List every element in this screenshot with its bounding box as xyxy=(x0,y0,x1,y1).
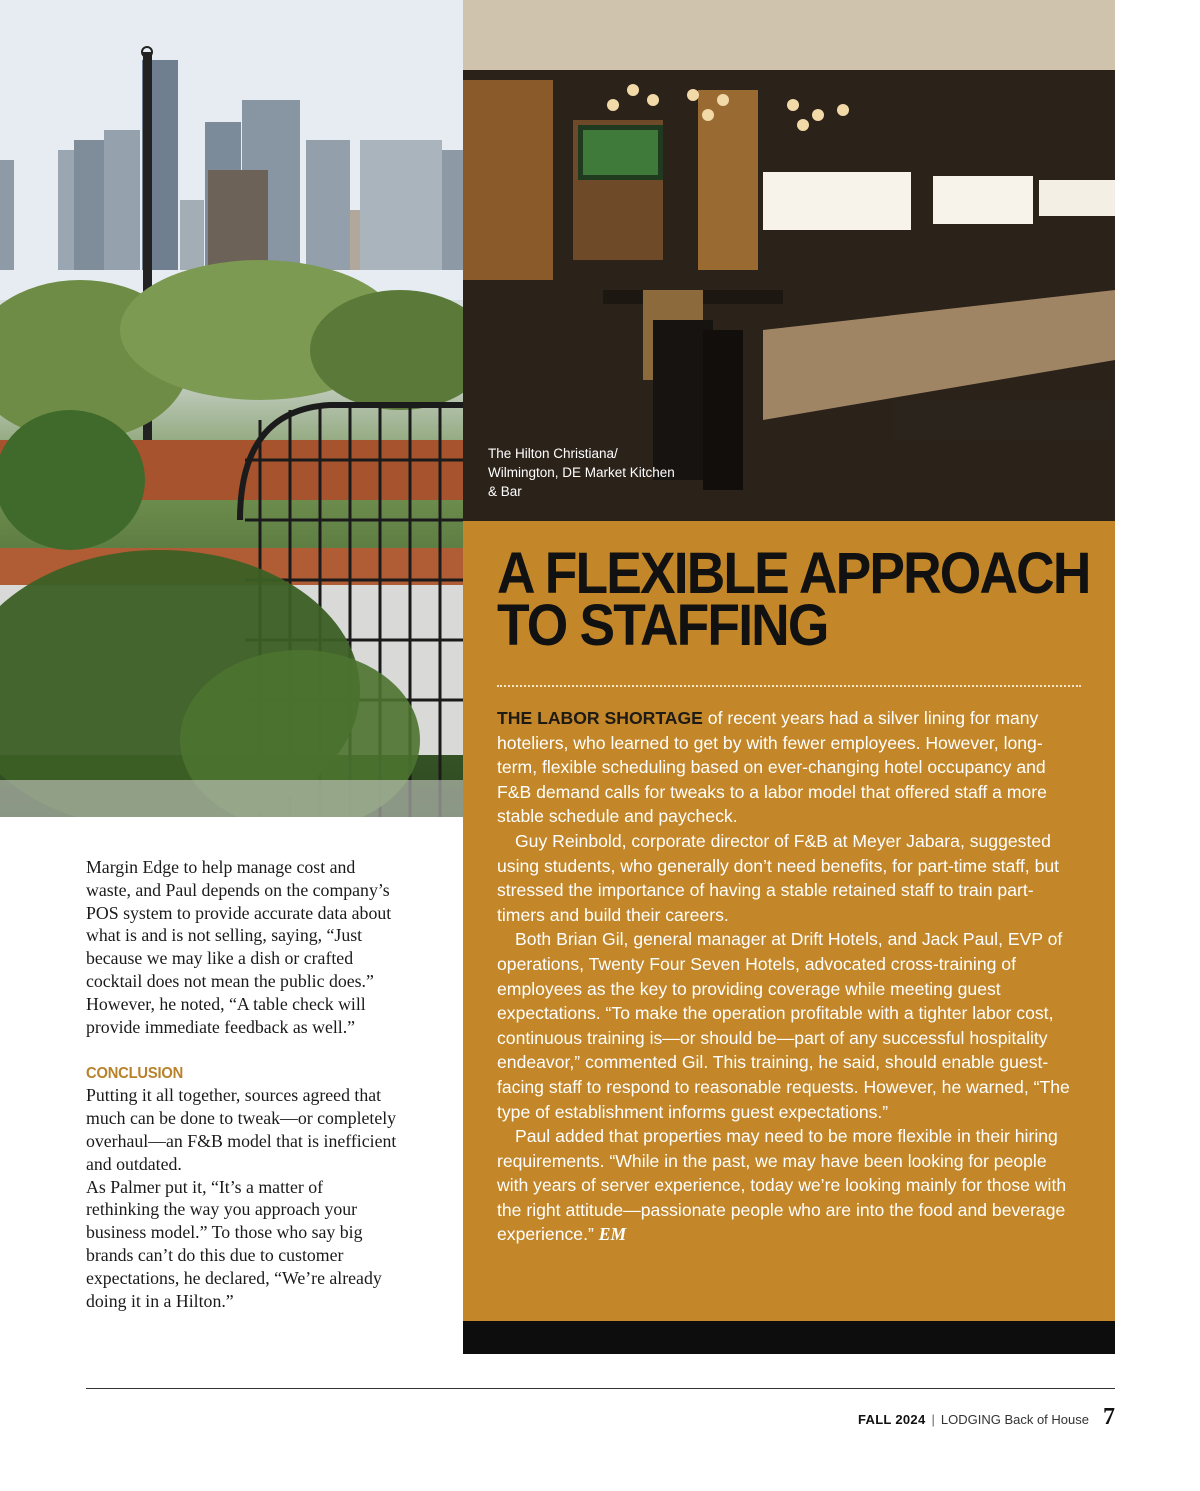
end-mark: EM xyxy=(598,1224,627,1245)
rooftop-garden-photo xyxy=(0,0,463,817)
sidebar-panel-bottom-bar xyxy=(463,1321,1115,1354)
restaurant-interior-illustration xyxy=(463,0,1115,521)
left-paragraph-2: Putting it all together, sources agreed that much can be done to tweak—or completely overhaul—an F&B model that is inefficient and outdated. xyxy=(86,1085,397,1174)
left-paragraph-1: Margin Edge to help manage cost and waste, and Paul depends on the company’s POS system to provide accurate data about what is and is not selling, saying, “Just because we may like a dish or crafted cocktail does not mean the public does.” However, he noted, “A table check will provide immediate feedback as well.” xyxy=(86,857,392,1037)
page-footer xyxy=(858,1404,1115,1432)
headline-line-2: TO STAFFING xyxy=(497,593,828,658)
rooftop-garden-illustration xyxy=(0,0,463,817)
headline-line-1: A FLEXIBLE APPROACH xyxy=(497,541,1090,606)
lead-in: THE LABOR SHORTAGE xyxy=(497,708,703,728)
footer-issue: FALL 2024 xyxy=(857,1412,926,1427)
left-column xyxy=(86,856,398,1312)
footer-separator: | xyxy=(931,1412,935,1427)
sidebar-body xyxy=(497,706,1081,1247)
sidebar-paragraph-1 xyxy=(497,706,1081,829)
footer-publication: LODGING Back of House xyxy=(940,1412,1089,1427)
dotted-divider xyxy=(497,685,1081,687)
page-number: 7 xyxy=(1103,1404,1115,1430)
conclusion-heading: CONCLUSION xyxy=(86,1065,184,1083)
footer-rule xyxy=(86,1388,1115,1389)
restaurant-interior-photo xyxy=(463,0,1115,521)
sidebar-paragraph-2: Guy Reinbold, corporate director of F&B at Meyer Jabara, suggested using students, who generally don’t need benefits, for part-time staff, but stressed the importance of having a stable retained staff to train part-timers and build their careers. xyxy=(497,830,1060,925)
photo-caption: The Hilton Christiana/ Wilmington, DE Market Kitchen & Bar xyxy=(488,446,675,499)
left-paragraph-3: As Palmer put it, “It’s a matter of rethinking the way you approach your business model.” To those who say big brands can’t do this due to customer expectations, he declared, “We’re already doing it in a Hilton.” xyxy=(86,1176,382,1311)
sidebar-paragraph-4-text: Paul added that properties may need to be more flexible in their hiring requirements. “While in the past, we may have been looking for people with years of server experience, today we’re looking mainly for those with the right attitude—passionate people who are into the food and beverage experience.” xyxy=(497,1126,1067,1245)
sidebar-paragraph-1-text: of recent years had a silver lining for many hoteliers, who learned to get by with fewer employees. However, long-term, flexible scheduling based on ever-changing hotel occupancy and F&B demand calls for tweaks to a labor model that offered staff a more stable schedule and paycheck. xyxy=(497,708,1047,827)
sidebar-paragraph-4 xyxy=(497,1124,1081,1247)
sidebar-headline xyxy=(497,541,1090,658)
sidebar-paragraph-3: Both Brian Gil, general manager at Drift Hotels, and Jack Paul, EVP of operations, Twenty Four Seven Hotels, advocated cross-training of employees as the key to providing coverage while meeting guest expectations. “To make the operation profitable with a tighter labor cost, continuous training is—or should be—part of any successful hospitality endeavor,” commented Gil. This training, he said, should enable guest-facing staff to respond to reasonable requests. However, he warned, “The type of establishment informs guest expectations.” xyxy=(497,929,1070,1122)
